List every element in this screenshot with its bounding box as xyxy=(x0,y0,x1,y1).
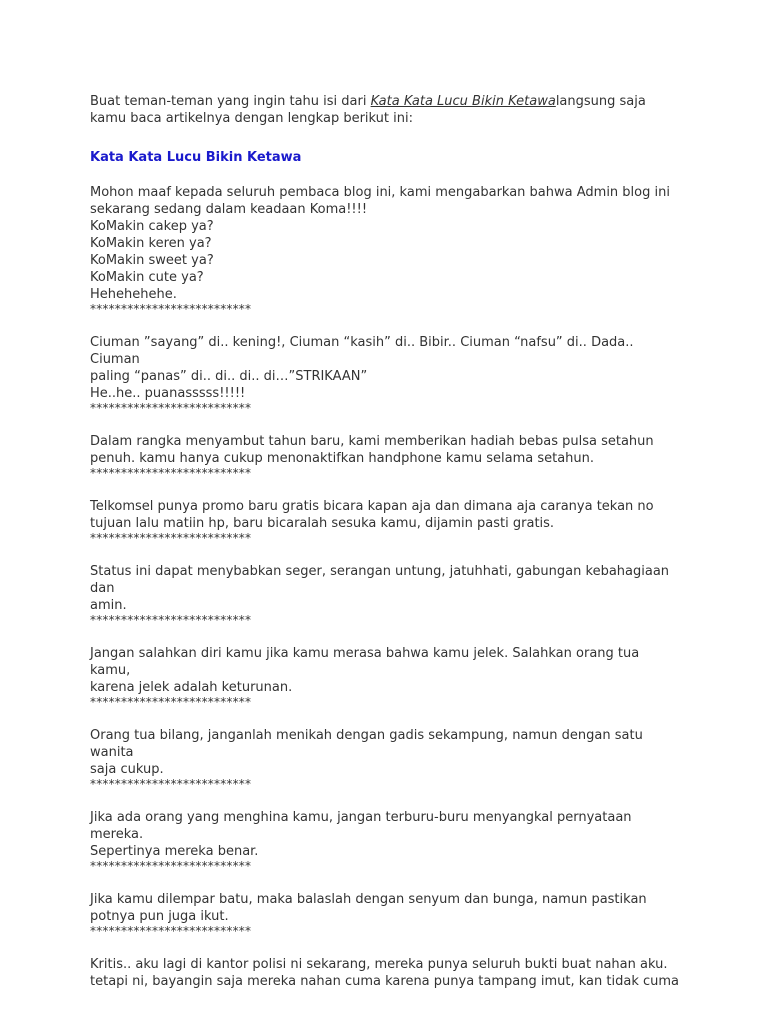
joke-block xyxy=(90,891,680,939)
asterisk-separator: ************************** xyxy=(90,531,252,545)
joke-block xyxy=(90,727,680,792)
asterisk-separator: ************************** xyxy=(90,924,252,938)
joke-line: tujuan lalu matiin hp, baru bicaralah sesuka kamu, dijamin pasti gratis. xyxy=(90,516,555,531)
joke-line: saja cukup. xyxy=(90,762,164,777)
asterisk-separator: ************************** xyxy=(90,777,252,791)
joke-line: tetapi ni, bayangin saja mereka nahan cuma karena punya tampang imut, kan tidak cuma xyxy=(90,974,679,989)
joke-block xyxy=(90,498,680,546)
asterisk-separator: ************************** xyxy=(90,695,252,709)
asterisk-separator: ************************** xyxy=(90,401,252,415)
joke-line: Status ini dapat menybabkan seger, serangan untung, jatuhhati, gabungan kebahagiaan dan xyxy=(90,564,670,596)
joke-line: amin. xyxy=(90,598,127,613)
joke-line: Sepertinya mereka benar. xyxy=(90,844,259,859)
asterisk-separator: ************************** xyxy=(90,859,252,873)
joke-line: KoMakin keren ya? xyxy=(90,236,212,251)
joke-line: potnya pun juga ikut. xyxy=(90,909,229,924)
joke-block xyxy=(90,433,680,481)
joke-line: Mohon maaf kepada seluruh pembaca blog ini, kami mengabarkan bahwa Admin blog ini xyxy=(90,185,670,200)
joke-line: penuh. kamu hanya cukup menonaktifkan handphone kamu selama setahun. xyxy=(90,451,595,466)
joke-line: KoMakin cute ya? xyxy=(90,270,204,285)
joke-line: KoMakin sweet ya? xyxy=(90,253,214,268)
asterisk-separator: ************************** xyxy=(90,613,252,627)
joke-line: Jika ada orang yang menghina kamu, jangan terburu-buru menyangkal pernyataan mereka. xyxy=(90,810,632,842)
joke-block xyxy=(90,809,680,874)
joke-block xyxy=(90,184,680,317)
intro-text-before: Buat teman-teman yang ingin tahu isi dari xyxy=(90,94,371,109)
joke-line: sekarang sedang dalam keadaan Koma!!!! xyxy=(90,202,368,217)
joke-line: KoMakin cakep ya? xyxy=(90,219,214,234)
joke-line: He..he.. puanasssss!!!!! xyxy=(90,386,246,401)
joke-list xyxy=(90,184,680,939)
joke-line: Orang tua bilang, janganlah menikah dengan gadis sekampung, namun dengan satu wanita xyxy=(90,728,643,760)
joke-line: karena jelek adalah keturunan. xyxy=(90,680,293,695)
asterisk-separator: ************************** xyxy=(90,302,252,316)
intro-paragraph xyxy=(90,93,680,127)
joke-block-last xyxy=(90,956,680,990)
section-title: Kata Kata Lucu Bikin Ketawa xyxy=(90,150,302,165)
joke-line: Kritis.. aku lagi di kantor polisi ni sekarang, mereka punya seluruh bukti buat nahan aku. xyxy=(90,957,668,972)
joke-line: Jangan salahkan diri kamu jika kamu merasa bahwa kamu jelek. Salahkan orang tua kamu, xyxy=(90,646,640,678)
joke-line: Dalam rangka menyambut tahun baru, kami memberikan hadiah bebas pulsa setahun xyxy=(90,434,654,449)
joke-line: Hehehehehe. xyxy=(90,287,177,302)
joke-block xyxy=(90,563,680,628)
joke-line: Jika kamu dilempar batu, maka balaslah dengan senyum dan bunga, namun pastikan xyxy=(90,892,647,907)
joke-line: Telkomsel punya promo baru gratis bicara kapan aja dan dimana aja caranya tekan no xyxy=(90,499,654,514)
joke-block xyxy=(90,334,680,416)
article-link[interactable]: Kata Kata Lucu Bikin Ketawa xyxy=(370,94,556,109)
joke-line: Ciuman ”sayang” di.. kening!, Ciuman “kasih” di.. Bibir.. Ciuman “nafsu” di.. Dada.. Ciuman xyxy=(90,335,634,367)
document-page xyxy=(90,93,680,1007)
asterisk-separator: ************************** xyxy=(90,466,252,480)
joke-block xyxy=(90,645,680,710)
intro-text-after: langsung saja kamu baca artikelnya dengan lengkap berikut ini: xyxy=(90,94,646,126)
joke-line: paling “panas” di.. di.. di.. di…”STRIKAAN” xyxy=(90,369,368,384)
